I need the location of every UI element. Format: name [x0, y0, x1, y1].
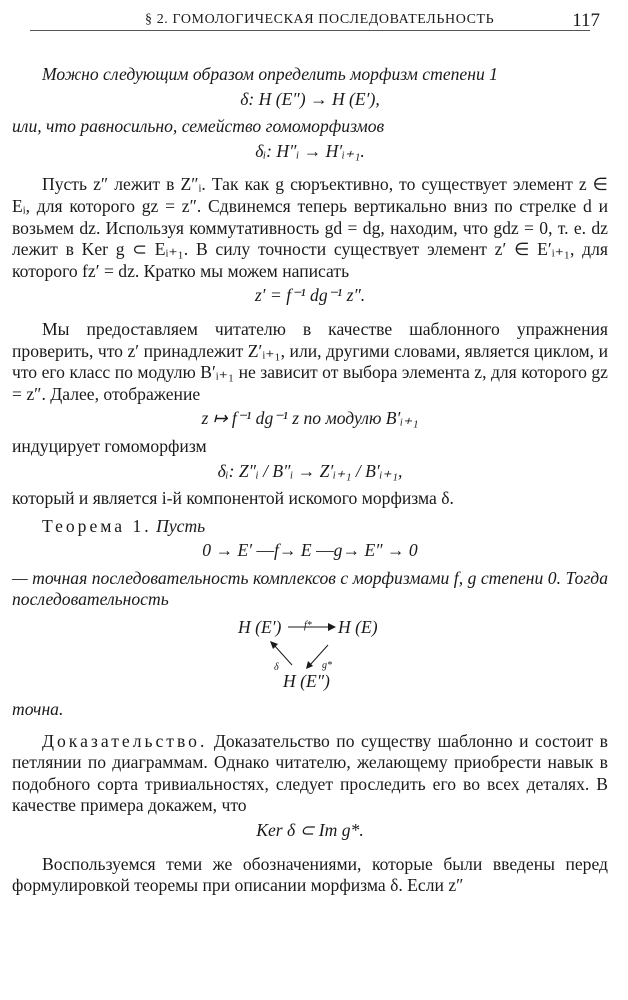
theorem-start: Пусть: [156, 515, 206, 536]
paragraph-induces: индуцирует гомоморфизм: [12, 435, 207, 456]
exact-triangle-diagram: [12, 615, 608, 699]
header-rule: [30, 30, 590, 31]
proof-label: Доказательство.: [42, 730, 208, 751]
diagram-node-h-e-prime: H (E′): [238, 617, 282, 638]
running-title: § 2. ГОМОЛОГИЧЕСКАЯ ПОСЛЕДОВАТЕЛЬНОСТЬ: [145, 12, 495, 27]
paragraph-exercise: Мы предоставляем читателю в качестве шаблонного упражнения проверить, что z′ принадлежит Z′ᵢ₊₁, или, другими словами, является циклом, и что его класс по модулю B′ᵢ₊₁ не зависит от выбора элемента z, для которого gz = z″. Далее, отображение: [12, 318, 608, 404]
formula-exact-sequence: 0 → E′ ―f→ E ―g→ E″ → 0: [202, 540, 418, 561]
paragraph-construction: Пусть z″ лежит в Z″ᵢ. Так как g сюръективно, то существует элемент z ∈ Eᵢ, для которого gz = z″. Сдвинемся теперь вертикально вниз по стрелке d и возьмем dz. Используя коммутативность gd = dg, находим, что gdz = 0, т. е. dz лежит в Ker g ⊂ Eᵢ₊₁. В силу точности существует элемент z′ ∈ E′ᵢ₊₁, для которого fz′ = dz. Кратко мы можем написать: [12, 174, 608, 281]
diagram-label-delta: δ: [274, 662, 279, 674]
proof-body: Доказательство по существу шаблонно и состоит в петлянии по диаграммам. Однако читателю, желающему приобрести навык в подобного сорта тривиальностях, следует проследить его во всех деталях. В качестве примера докажем, что: [12, 730, 608, 816]
paragraph-continuation: Воспользуемся теми же обозначениями, которые были введены перед формулировкой теоремы при описании морфизма δ. Если z″: [12, 853, 608, 896]
paragraph-intro: Можно следующим образом определить морфизм степени 1: [42, 64, 498, 84]
theorem-label: Теорема 1.: [42, 515, 152, 536]
formula-delta-morphism: δ: H (E″) → H (E′),: [240, 88, 380, 109]
diagram-label-f-star: f*: [304, 620, 312, 632]
formula-delta-i: δᵢ: H″ᵢ → H′ᵢ₊₁.: [255, 140, 365, 161]
page-body: [12, 64, 608, 897]
formula-delta-i-quotient: δᵢ: Z″ᵢ / B″ᵢ → Z′ᵢ₊₁ / B′ᵢ₊₁,: [217, 460, 403, 481]
theorem-end: точна.: [12, 699, 64, 720]
paragraph-component: который и является i-й компонентой искомого морфизма δ.: [12, 488, 454, 509]
theorem-body: — точная последовательность комплексов с морфизмами f, g степени 0. Тогда последовательность: [12, 567, 608, 610]
page-number: 117: [572, 10, 600, 31]
proof-paragraph: [12, 731, 608, 817]
diagram-node-h-e-double-prime: H (E″): [283, 671, 330, 692]
theorem-statement: [12, 516, 608, 538]
formula-z-prime: z′ = f⁻¹ dg⁻¹ z″.: [254, 285, 366, 306]
formula-ker-im: Ker δ ⊂ Im g*.: [256, 820, 364, 841]
formula-mapping: z ↦ f⁻¹ dg⁻¹ z по модулю B′ᵢ₊₁: [201, 408, 419, 429]
diagram-label-g-star: g*: [322, 660, 332, 672]
paragraph-equivalently: или, что равносильно, семейство гомоморфизмов: [12, 116, 385, 137]
diagram-node-h-e: H (E): [338, 617, 378, 638]
